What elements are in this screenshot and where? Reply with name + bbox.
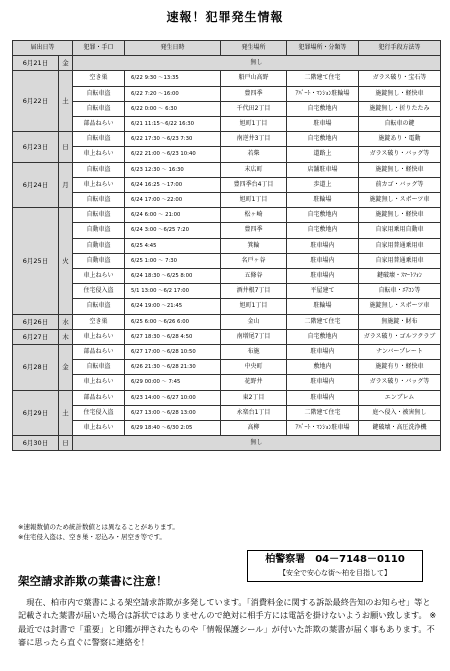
place-cell: 南増尾7丁目 [221,329,287,344]
date-cell: 6月30日 [13,436,59,451]
weekday-cell: 土 [59,390,73,436]
method-cell: 施錠無し・折りたたみ [359,101,441,116]
time-cell: 6/22 7:20 ～16:00 [125,86,221,101]
weekday-cell: 金 [59,56,73,71]
weekday-cell: 水 [59,314,73,329]
crime-cell: 住宅侵入盗 [73,405,125,420]
place-cell: 旭町1丁目 [221,299,287,314]
place-type-cell: 駐車場 [287,117,359,132]
place-cell: 名戸ヶ谷 [221,253,287,268]
place-cell: 若柴 [221,147,287,162]
table-row [13,193,441,208]
table-row [13,132,441,147]
table-row [13,147,441,162]
date-cell: 6月28日 [13,345,59,391]
place-type-cell: 二階建て住宅 [287,71,359,86]
time-cell: 6/27 18:30 ～6/28 4:50 [125,329,221,344]
table-row [13,238,441,253]
time-cell: 6/27 17:00 ～6/28 10:50 [125,345,221,360]
table-row [13,329,441,344]
footnote: ※速報数値のため統計数値とは異なることがあります。 [18,523,179,531]
method-cell: 施錠無し・軽快車 [359,208,441,223]
police-phone: 柏警察署 04－7148－0110 [265,554,405,565]
place-cell: 五條谷 [221,269,287,284]
crime-cell: 空き巣 [73,314,125,329]
place-cell: 中央町 [221,360,287,375]
crime-cell: 自転車盗 [73,132,125,147]
method-cell: 施錠無し・軽快車 [359,162,441,177]
method-cell: ガラス破り・ゴルフクラブ [359,329,441,344]
crime-table [12,40,441,451]
crime-cell: 自動車盗 [73,223,125,238]
no-incident-cell: 無し [73,436,441,451]
crime-cell: 部品ねらい [73,345,125,360]
date-cell: 6月22日 [13,71,59,132]
time-cell: 6/24 6:00 ～ 21:00 [125,208,221,223]
method-cell: 施錠有り・軽快車 [359,360,441,375]
crime-cell: 部品ねらい [73,390,125,405]
time-cell: 6/22 9:30 ～13:35 [125,71,221,86]
place-cell: 船戸山高野 [221,71,287,86]
time-cell: 6/22 17:30 ～6/23 7:30 [125,132,221,147]
table-row [13,253,441,268]
table-row [13,284,441,299]
method-cell: 鍵破壊・高圧洗浄機 [359,421,441,436]
page-title: 速報！犯罪発生情報 [166,10,284,24]
place-cell: 高柳 [221,421,287,436]
header-crime: 犯罪・手口 [73,41,125,56]
crime-cell: 車上ねらい [73,421,125,436]
place-type-cell: 歩道上 [287,177,359,192]
no-incident-cell: 無し [73,56,441,71]
place-cell: 千代田2丁目 [221,101,287,116]
place-cell: 金山 [221,314,287,329]
date-cell: 6月23日 [13,132,59,162]
time-cell: 6/21 11:15～6/22 16:30 [125,117,221,132]
method-cell: 自家用普通乗用車 [359,253,441,268]
table-row [13,375,441,390]
method-cell: 鍵破壊・ｽﾏｰﾄﾌｫﾝ [359,269,441,284]
time-cell: 6/29 18:40 ～6/30 2:05 [125,421,221,436]
time-cell: 6/27 13:00 ～6/28 13:00 [125,405,221,420]
place-cell: 豊四季台4丁目 [221,177,287,192]
place-type-cell: 自宅敷地内 [287,329,359,344]
method-cell: 自転車・ｴｱｺﾝ等 [359,284,441,299]
method-cell: 前カゴ・バッグ等 [359,177,441,192]
method-cell: 無施錠・財布 [359,314,441,329]
method-cell: 施錠あり・電動 [359,132,441,147]
table-body [13,56,441,451]
date-cell: 6月29日 [13,390,59,436]
place-type-cell: 道路上 [287,147,359,162]
weekday-cell: 金 [59,345,73,391]
crime-cell: 自動車盗 [73,253,125,268]
crime-cell: 車上ねらい [73,375,125,390]
place-cell: 豊四季 [221,223,287,238]
place-cell: 箕輪 [221,238,287,253]
place-type-cell: 駐輪場 [287,299,359,314]
place-type-cell: 駐車場内 [287,253,359,268]
place-type-cell: 平屋建て [287,284,359,299]
crime-cell: 自転車盗 [73,208,125,223]
table-row [13,71,441,86]
header-method: 犯行手段方法等 [359,41,441,56]
place-cell: 豊四季 [221,86,287,101]
method-cell: 自転車の鍵 [359,117,441,132]
table-row [13,177,441,192]
place-cell: 酒井根7丁目 [221,284,287,299]
crime-cell: 空き巣 [73,71,125,86]
table-row [13,86,441,101]
time-cell: 6/23 12:30 ～ 16:30 [125,162,221,177]
place-cell: 布施 [221,345,287,360]
crime-cell: 自転車盗 [73,360,125,375]
method-cell: 施錠無し・スポーツ車 [359,193,441,208]
place-type-cell: ｱﾊﾟｰﾄ・ﾏﾝｼｮﾝ駐輪場 [287,86,359,101]
crime-cell: 自転車盗 [73,162,125,177]
time-cell: 6/25 4:45 [125,238,221,253]
time-cell: 6/22 21:00 ～6/23 10:40 [125,147,221,162]
place-cell: 東2丁目 [221,390,287,405]
date-cell: 6月24日 [13,162,59,208]
method-cell: ガラス破り・宝石等 [359,71,441,86]
date-cell: 6月25日 [13,208,59,314]
place-type-cell: 自宅敷地内 [287,132,359,147]
time-cell: 5/1 13:00 ～6/2 17:00 [125,284,221,299]
place-cell: 末広町 [221,162,287,177]
table-header-row [13,41,441,56]
table-row [13,208,441,223]
police-slogan: 【安全で安心な街～柏を目指して】 [279,569,391,577]
crime-cell: 部品ねらい [73,117,125,132]
time-cell: 6/29 00:00 ～ 7:45 [125,375,221,390]
time-cell: 6/24 17:00 ～22:00 [125,193,221,208]
time-cell: 6/24 16:25 ～17:00 [125,177,221,192]
table-row [13,269,441,284]
method-cell: 自家用普通乗用車 [359,238,441,253]
weekday-cell: 火 [59,208,73,314]
place-type-cell: 自宅敷地内 [287,208,359,223]
weekday-cell: 日 [59,436,73,451]
weekday-cell: 木 [59,329,73,344]
place-type-cell: 駐車場内 [287,345,359,360]
time-cell: 6/24 3:00 ～6/25 7:20 [125,223,221,238]
place-cell: 南逆井3丁目 [221,132,287,147]
time-cell: 6/22 0:00 ～ 6:30 [125,101,221,116]
method-cell: ガラス破り・バッグ等 [359,147,441,162]
crime-cell: 自転車盗 [73,299,125,314]
date-cell: 6月27日 [13,329,59,344]
crime-cell: 車上ねらい [73,147,125,162]
warning-title: 架空請求詐欺の葉書に注意！ [18,574,168,588]
time-cell: 6/25 6:00 ～6/26 6:00 [125,314,221,329]
time-cell: 6/25 1:00 ～ 7:30 [125,253,221,268]
place-cell: 永楽台1丁目 [221,405,287,420]
place-cell: 旭町1丁目 [221,117,287,132]
table-row [13,117,441,132]
place-type-cell: 自宅敷地内 [287,101,359,116]
crime-cell: 車上ねらい [73,329,125,344]
table-row [13,405,441,420]
warning-body: 現在、柏市内で葉書による架空請求詐欺が多発しています。「消費料金に関する訴訟最終告知のお知らせ」等と記載された葉書が届いた場合は訴状ではありませんので絶対に相手方には電話を掛けないようお願い致します。 ※ 最近では封書で「重要」と印鑑が押されたものや「情報保護シール」が付いた詐欺の葉書が届く事もあります。不審に思ったら直ぐに警察に連絡を！ [18,597,437,647]
time-cell: 6/24 19:00 ～21:45 [125,299,221,314]
crime-cell: 住宅侵入盗 [73,284,125,299]
place-cell: 松ヶ崎 [221,208,287,223]
crime-cell: 自動車盗 [73,238,125,253]
table-row [13,162,441,177]
weekday-cell: 月 [59,162,73,208]
place-type-cell: 店舗駐車場 [287,162,359,177]
crime-cell: 車上ねらい [73,177,125,192]
table-row [13,345,441,360]
place-type-cell: 駐車場内 [287,390,359,405]
date-cell: 6月26日 [13,314,59,329]
table-row [13,299,441,314]
method-cell: ナンバープレート [359,345,441,360]
method-cell: 庭へ侵入・被害無し [359,405,441,420]
table-row [13,101,441,116]
method-cell: 施錠無し・スポーツ車 [359,299,441,314]
weekday-cell: 日 [59,132,73,162]
table-row [13,360,441,375]
time-cell: 6/24 18:30 ～6/25 8:00 [125,269,221,284]
place-type-cell: 二階建て住宅 [287,405,359,420]
place-type-cell: 駐車場内 [287,269,359,284]
place-type-cell: 駐輪場 [287,193,359,208]
place-type-cell: 敷地内 [287,360,359,375]
crime-cell: 自転車盗 [73,101,125,116]
place-type-cell: 駐車場内 [287,238,359,253]
crime-cell: 車上ねらい [73,269,125,284]
date-cell: 6月21日 [13,56,59,71]
header-place: 発生場所 [221,41,287,56]
method-cell: 自家用乗用自動車 [359,223,441,238]
place-type-cell: ｱﾊﾟｰﾄ・ﾏﾝｼｮﾝ駐車場 [287,421,359,436]
method-cell: エンブレム [359,390,441,405]
table-row [13,390,441,405]
weekday-cell: 土 [59,71,73,132]
footnote: ※住宅侵入盗は、空き巣・忍込み・居空き等です。 [18,533,166,541]
time-cell: 6/26 21:30 ～6/28 21:30 [125,360,221,375]
time-cell: 6/23 14:00 ～6/27 10:00 [125,390,221,405]
crime-cell: 自転車盗 [73,86,125,101]
header-place-type: 犯罪場所・分類等 [287,41,359,56]
table-row [13,436,441,451]
table-row [13,56,441,71]
method-cell: ガラス破り・バッグ等 [359,375,441,390]
method-cell: 施錠無し・軽快車 [359,86,441,101]
header-time: 発生日時 [125,41,221,56]
place-type-cell: 二階建て住宅 [287,314,359,329]
place-type-cell: 自宅敷地内 [287,223,359,238]
header-date: 届出日等 [13,41,73,56]
place-cell: 花野井 [221,375,287,390]
table-row [13,314,441,329]
table-row [13,223,441,238]
place-type-cell: 駐車場内 [287,375,359,390]
table-row [13,421,441,436]
place-cell: 旭町1丁目 [221,193,287,208]
footnotes [18,522,179,542]
police-contact-box [247,550,423,582]
crime-cell: 自転車盗 [73,193,125,208]
